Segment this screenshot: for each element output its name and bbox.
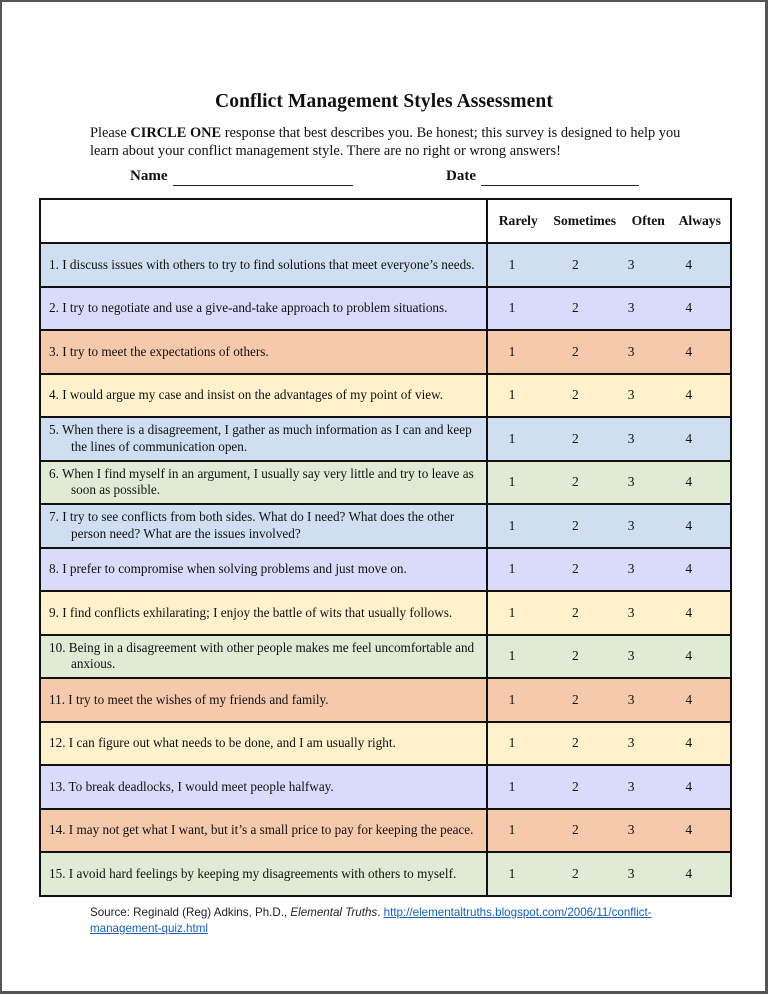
instructions-emphasis: CIRCLE ONE <box>130 125 222 141</box>
column-header-sometimes: Sometimes <box>553 213 617 228</box>
statement-cell <box>40 809 487 853</box>
name-field[interactable] <box>173 185 353 186</box>
statement-text: 13. To break deadlocks, I would meet people halfway. <box>49 778 334 794</box>
name-date-fields <box>0 168 768 190</box>
statement-text: 3. I try to meet the expectations of others. <box>49 343 269 359</box>
response-options-cell <box>487 287 731 331</box>
response-option-sometimes[interactable]: 2 <box>572 822 579 838</box>
statement-cell <box>40 765 487 809</box>
response-option-always[interactable]: 4 <box>685 300 693 316</box>
response-option-sometimes[interactable]: 2 <box>572 387 579 403</box>
response-option-sometimes[interactable]: 2 <box>572 430 579 446</box>
statement-text: 9. I find conflicts exhilarating; I enjoy the battle of wits that usually follows. <box>49 604 453 620</box>
response-option-always[interactable]: 4 <box>685 256 693 272</box>
response-option-rarely[interactable]: 1 <box>508 691 516 707</box>
response-option-sometimes[interactable]: 2 <box>572 343 579 359</box>
response-option-rarely[interactable]: 1 <box>508 604 516 620</box>
table-row <box>40 504 731 548</box>
response-option-often[interactable]: 3 <box>627 474 635 490</box>
statement-cell <box>40 504 487 548</box>
response-option-rarely[interactable]: 1 <box>508 561 516 577</box>
response-option-rarely[interactable]: 1 <box>508 822 516 838</box>
response-options-cell <box>487 461 731 505</box>
response-option-always[interactable]: 4 <box>685 778 693 794</box>
response-option-often[interactable]: 3 <box>627 300 635 316</box>
response-options-cell <box>487 722 731 766</box>
statement-cell <box>40 330 487 374</box>
page-title: Conflict Management Styles Assessment <box>215 91 553 112</box>
statement-text: 6. When I find myself in an argument, I usually say very little and try to leave as soon as possible. <box>49 465 474 498</box>
response-option-sometimes[interactable]: 2 <box>572 474 579 490</box>
instructions-suffix: response that best describes you. Be honest; this survey is designed to help you learn about your conflict management style. There are no right or wrong answers! <box>90 125 681 159</box>
response-option-always[interactable]: 4 <box>685 517 693 533</box>
response-option-sometimes[interactable]: 2 <box>572 691 579 707</box>
table-row <box>40 287 731 331</box>
table-row <box>40 548 731 592</box>
response-options-cell <box>487 591 731 635</box>
response-option-always[interactable]: 4 <box>685 691 693 707</box>
response-option-often[interactable]: 3 <box>627 778 635 794</box>
response-options-cell <box>487 330 731 374</box>
statement-text: 2. I try to negotiate and use a give-and-take approach to problem situations. <box>49 300 448 315</box>
response-option-sometimes[interactable]: 2 <box>572 517 579 533</box>
response-options-cell <box>487 243 731 287</box>
assessment-table <box>39 198 732 897</box>
statement-text: 8. I prefer to compromise when solving problems and just move on. <box>49 561 407 576</box>
response-options-cell <box>487 765 731 809</box>
response-option-often[interactable]: 3 <box>627 865 635 881</box>
column-header-always: Always <box>678 213 721 228</box>
response-option-sometimes[interactable]: 2 <box>572 256 579 272</box>
statement-text: 10. Being in a disagreement with other people makes me feel uncomfortable and anxious. <box>49 639 475 672</box>
statement-cell <box>40 374 487 418</box>
table-header-row <box>40 199 731 243</box>
response-option-sometimes[interactable]: 2 <box>572 778 579 794</box>
table-row <box>40 374 731 418</box>
response-options-cell <box>487 809 731 853</box>
statement-cell <box>40 287 487 331</box>
source-link[interactable]: http://elementaltruths.blogspot.com/2006/11/conflict-management-quiz.html <box>90 906 652 935</box>
source-citation <box>90 905 690 937</box>
table-body <box>40 243 731 896</box>
table-row <box>40 461 731 505</box>
source-prefix: Source: Reginald (Reg) Adkins, Ph.D., <box>90 906 291 919</box>
statement-cell <box>40 635 487 679</box>
statement-header <box>40 199 487 243</box>
response-option-often[interactable]: 3 <box>627 561 635 577</box>
response-option-often[interactable]: 3 <box>627 604 635 620</box>
statement-cell <box>40 678 487 722</box>
statement-cell <box>40 548 487 592</box>
response-option-rarely[interactable]: 1 <box>508 865 516 881</box>
source-publication: Elemental Truths <box>290 906 378 919</box>
response-option-often[interactable]: 3 <box>627 430 635 446</box>
response-option-always[interactable]: 4 <box>685 735 693 751</box>
table-row <box>40 722 731 766</box>
statement-cell <box>40 852 487 896</box>
response-option-always[interactable]: 4 <box>685 604 693 620</box>
statement-cell <box>40 591 487 635</box>
response-option-always[interactable]: 4 <box>685 430 693 446</box>
response-option-always[interactable]: 4 <box>685 343 693 359</box>
response-options-cell <box>487 374 731 418</box>
statement-cell <box>40 243 487 287</box>
date-field[interactable] <box>481 185 639 186</box>
response-option-often[interactable]: 3 <box>627 387 635 403</box>
table-row <box>40 635 731 679</box>
response-option-often[interactable]: 3 <box>627 343 635 359</box>
table-row <box>40 852 731 896</box>
statement-text: 5. When there is a disagreement, I gather as much information as I can and keep the lines of communication open. <box>49 422 472 454</box>
source-separator: . <box>377 906 384 919</box>
table-row <box>40 591 731 635</box>
response-option-often[interactable]: 3 <box>627 691 635 707</box>
response-option-often[interactable]: 3 <box>627 822 635 838</box>
response-option-rarely[interactable]: 1 <box>508 735 516 751</box>
response-option-rarely[interactable]: 1 <box>508 300 516 316</box>
response-option-rarely[interactable]: 1 <box>508 517 516 533</box>
response-option-always[interactable]: 4 <box>685 822 693 838</box>
response-options-cell <box>487 852 731 896</box>
response-option-sometimes[interactable]: 2 <box>572 561 579 577</box>
response-option-rarely[interactable]: 1 <box>508 343 516 359</box>
response-option-often[interactable]: 3 <box>627 735 635 751</box>
statement-cell <box>40 461 487 505</box>
response-option-sometimes[interactable]: 2 <box>572 648 579 664</box>
response-option-often[interactable]: 3 <box>627 256 635 272</box>
table-row <box>40 417 731 461</box>
statement-text: 4. I would argue my case and insist on the advantages of my point of view. <box>49 387 444 402</box>
response-option-rarely[interactable]: 1 <box>508 387 516 403</box>
response-option-rarely[interactable]: 1 <box>508 256 516 272</box>
response-options-cell <box>487 548 731 592</box>
table-row <box>40 243 731 287</box>
statement-text: 12. I can figure out what needs to be done, and I am usually right. <box>49 735 396 750</box>
response-options-cell <box>487 635 731 679</box>
name-label: Name <box>130 168 168 184</box>
statement-cell <box>40 722 487 766</box>
column-header-often: Often <box>631 213 665 228</box>
response-options-cell <box>487 504 731 548</box>
response-option-rarely[interactable]: 1 <box>508 474 516 490</box>
statement-cell <box>40 417 487 461</box>
instructions <box>90 124 690 160</box>
response-option-always[interactable]: 4 <box>685 561 693 577</box>
response-options-cell <box>487 678 731 722</box>
response-option-sometimes[interactable]: 2 <box>572 300 579 316</box>
response-option-sometimes[interactable]: 2 <box>572 735 579 751</box>
statement-text: 11. I try to meet the wishes of my friends and family. <box>49 691 329 707</box>
response-option-always[interactable]: 4 <box>685 387 693 403</box>
response-option-sometimes[interactable]: 2 <box>572 865 579 881</box>
date-label: Date <box>446 168 476 184</box>
table-row <box>40 678 731 722</box>
response-option-rarely[interactable]: 1 <box>508 648 516 664</box>
statement-text: 1. I discuss issues with others to try to find solutions that meet everyone’s needs. <box>49 256 475 272</box>
response-option-rarely[interactable]: 1 <box>508 778 516 794</box>
statement-text: 7. I try to see conflicts from both sides. What do I need? What does the other person need? What are the issues involved? <box>49 509 455 541</box>
table-row <box>40 330 731 374</box>
instructions-prefix: Please <box>90 125 131 141</box>
column-header-rarely: Rarely <box>498 213 538 228</box>
response-option-often[interactable]: 3 <box>627 648 635 664</box>
response-option-rarely[interactable]: 1 <box>508 430 516 446</box>
table-row <box>40 765 731 809</box>
response-option-always[interactable]: 4 <box>685 648 693 664</box>
response-option-often[interactable]: 3 <box>627 517 635 533</box>
table-row <box>40 809 731 853</box>
response-options-cell <box>487 417 731 461</box>
scale-header <box>487 199 731 243</box>
statement-text: 15. I avoid hard feelings by keeping my disagreements with others to myself. <box>49 865 457 881</box>
response-option-always[interactable]: 4 <box>685 865 693 881</box>
statement-text: 14. I may not get what I want, but it’s a small price to pay for keeping the peace. <box>49 822 474 837</box>
response-option-always[interactable]: 4 <box>685 474 693 490</box>
response-option-sometimes[interactable]: 2 <box>572 604 579 620</box>
